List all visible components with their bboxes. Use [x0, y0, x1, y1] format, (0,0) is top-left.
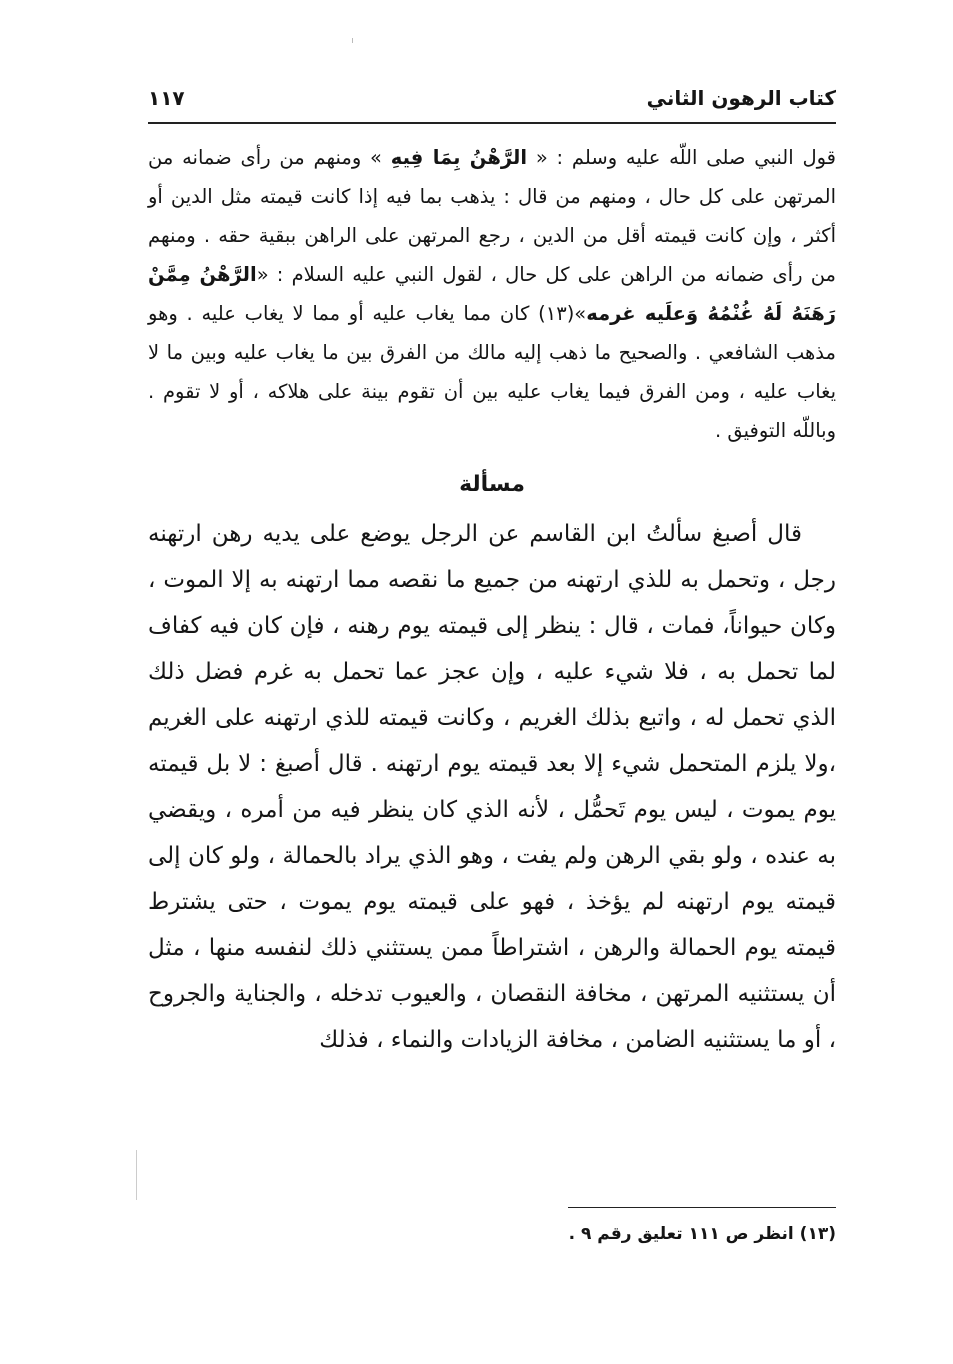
scan-mark: [352, 38, 353, 43]
hadith-quote-1: الرَّهْنُ بِمَا فِيهِ: [390, 146, 528, 169]
running-header: [148, 82, 836, 120]
commentary-text-3: »(١٣) كان مما يغاب عليه أو مما لا يغاب عليه . وهو مذهب الشافعي . والصحيح ما ذهب إليه مالك من الفرق بين ما يغاب عليه وبين ما لا يغاب عليه ، ومن الفرق فيما يغاب عليه بين أن تقوم بينة على هلاكه ، أو لا تقوم . وباللّه التوفيق .: [148, 302, 836, 442]
page-number: ١١٧: [148, 86, 185, 110]
book-title: كتاب الرهون الثاني: [646, 86, 836, 110]
commentary-paragraph: [148, 138, 836, 450]
hadith-quote-2: الرَّهْنُ مِمَّنْ رَهَنَهُ لَهُ غُنْمُهُ وَعلَيه غرمه: [148, 263, 836, 325]
main-paragraph: قال أصبغ سألتُ ابن القاسم عن الرجل يوضع على يديه رهن ارتهنه رجل ، وتحمل به للذي ارتهنه من جميع ما نقصه مما ارتهنه به إلا الموت ، وكان حيواناً، فمات ، قال : ينظر إلى قيمته يوم رهنه ، فإن كان فيه كفاف لما تحمل به ، فلا شيء عليه ، وإن عجز عما تحمل به غرم فضل ذلك الذي تحمل له ، واتبع بذلك الغريم ، وكانت قيمته للذي ارتهنه على الغريم ،ولا يلزم المتحمل شيء إلا بعد قيمته يوم ارتهنه . قال أصبغ : لا بل قيمته يوم يموت ، ليس يوم تَحمُّل ، لأنه الذي كان ينظر فيه من أمره ، ويقضي به عنده ، ولو بقي الرهن ولم يفت ، وهو الذي يراد بالحمالة ، ولو كان إلى قيمته يوم ارتهنه لم يؤخذ ، فهو على قيمته يوم يموت ، حتى يشترط قيمته يوم الحمالة والرهن ، اشتراطاً ممن يستثني ذلك لنفسه منها ، مثل أن يستثنيه المرتهن ، مخافة النقصان ، والعيوب تدخله ، والجناية والجروح ، أو ما يستثنيه الضامن ، مخافة الزيادات والنماء ، فذلك: [148, 521, 836, 1053]
footnote-rule: [568, 1207, 836, 1208]
main-text: [148, 511, 836, 1063]
commentary-block: [148, 138, 836, 450]
section-title: مسألة: [459, 472, 525, 497]
commentary-text-1: قول النبي صلى اللّه عليه وسلم : «: [527, 146, 837, 169]
header-rule: [148, 122, 836, 124]
footnote: (١٣) انظر ص ١١١ تعليق رقم ٩ .: [568, 1224, 836, 1244]
book-page: [148, 82, 837, 1244]
scan-edge-mark: [136, 1150, 137, 1200]
commentary-text-2: » ومنهم من رأى ضمانه من المرتهن على كل حال ، ومنهم من قال : يذهب بما فيه إذا كانت قيمته مثل الدين أو أكثر ، وإن كانت قيمته أقل من الدين ، رجع المرتهن على الراهن ببقية حقه . ومنهم من رأى ضمانه من الراهن على كل حال ، لقول النبي عليه السلام : «: [148, 146, 836, 286]
